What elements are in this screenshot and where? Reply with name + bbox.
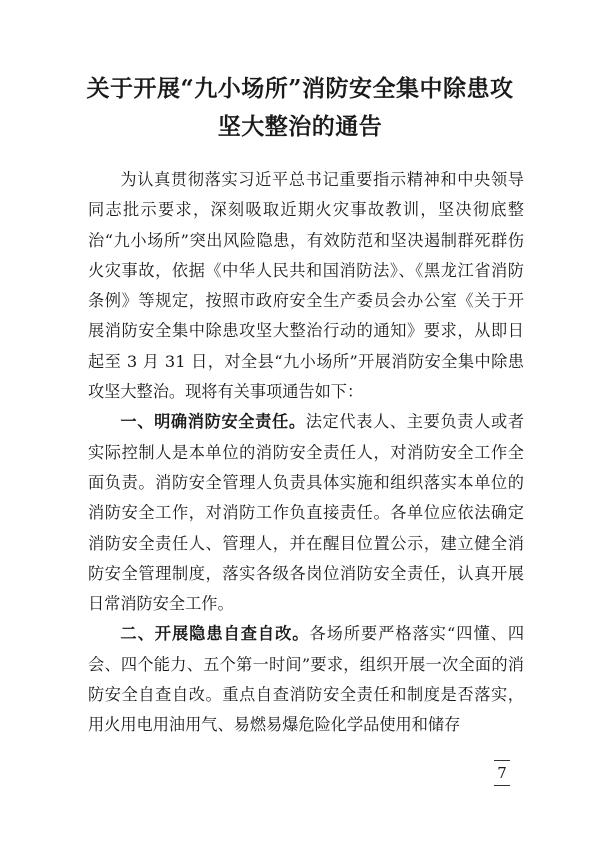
paragraph-responsibility xyxy=(88,407,524,619)
section-heading-responsibility: 一、明确消防安全责任。 xyxy=(120,412,306,432)
document-body xyxy=(88,165,524,741)
page-number-value: 7 xyxy=(497,764,507,782)
page-number xyxy=(490,760,514,786)
paragraph-self-inspection xyxy=(88,619,524,740)
paragraph-intro: 为认真贯彻落实习近平总书记重要指示精神和中央领导同志批示要求，深刻吸取近期火灾事故教训，坚决彻底整治“九小场所”突出风险隐患，有效防范和坚决遏制群死群伤火灾事故，依据《中华人民共和国消防法》、《黑龙江省消防条例》等规定，按照市政府安全生产委员会办公室《关于开展消防安全集中除患攻坚大整治行动的通知》要求，从即日起至 3 月 31 日，对全县“九小场所”开展消防安全集中除患攻坚大整治。现将有关事项通告如下： xyxy=(88,170,524,402)
section-heading-self-inspection: 二、开展隐患自查自改。 xyxy=(120,624,310,644)
section-text-responsibility: 法定代表人、主要负责人或者实际控制人是本单位的消防安全责任人，对消防安全工作全面负责。消防安全管理人负责具体实施和组织落实本单位的消防安全工作，对消防工作负直接责任。各单位应依法确定消防安全责任人、管理人，并在醒目位置公示，建立健全消防安全管理制度，落实各级各岗位消防安全责任，认真开展日常消防安全工作。 xyxy=(88,412,525,614)
page-number-dash-bottom xyxy=(494,785,510,786)
document-title-line-2: 坚大整治的通告 xyxy=(217,113,383,140)
section-text-self-inspection: 各场所要严格落实“四懂、四会、四个能力、五个第一时间”要求，组织开展一次全面的消防安全自查自改。重点自查消防安全责任和制度是否落实，用火用电用油用气、易燃易爆危险化学品使用和储存 xyxy=(88,624,525,735)
page-number-dash-top xyxy=(494,760,510,761)
document-title-line-1: 关于开展“九小场所”消防安全集中除患攻 xyxy=(86,75,514,102)
